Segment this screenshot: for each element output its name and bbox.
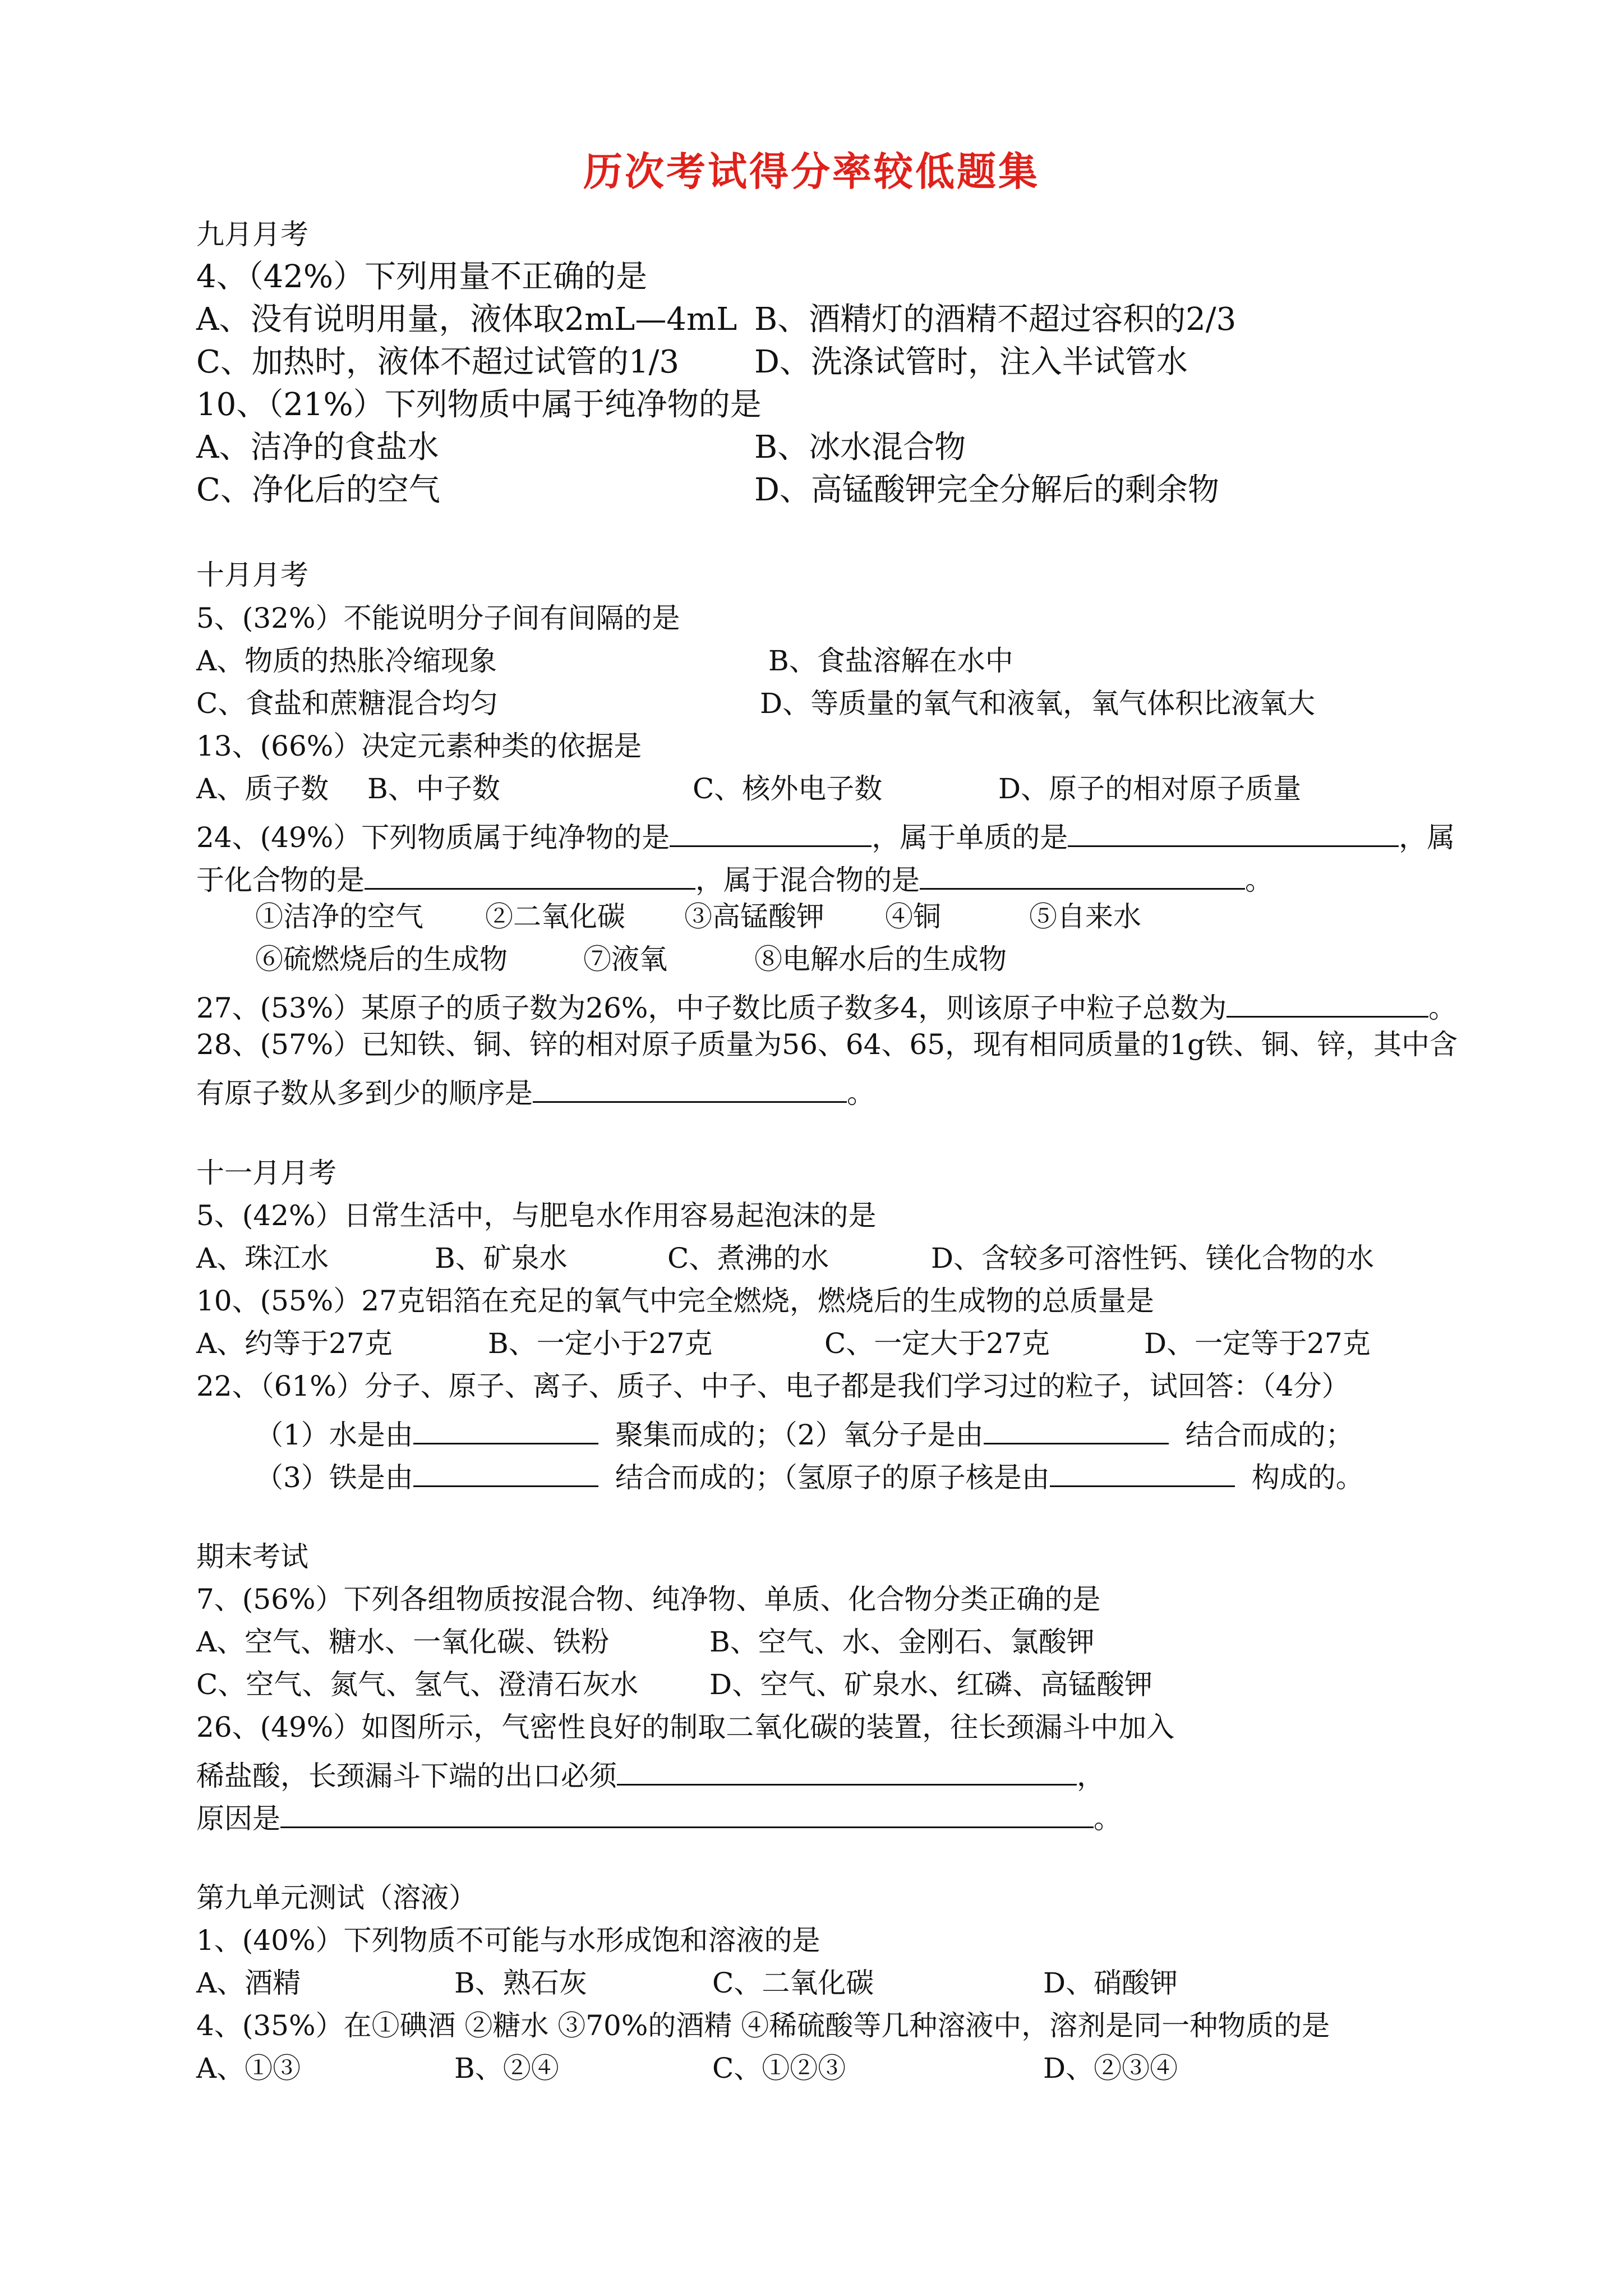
section-header: 十月月考 — [196, 559, 308, 591]
option-d: D、②③④ — [1043, 2052, 1178, 2085]
section-header: 期末考试 — [196, 1540, 308, 1573]
option-a: A、约等于27克 — [196, 1327, 393, 1360]
answer-blank[interactable] — [617, 1756, 1077, 1786]
choice-item: ⑤自来水 — [1029, 900, 1141, 933]
question-text: 结合而成的； — [1185, 1419, 1354, 1451]
option-b: B、空气、水、金刚石、氯酸钾 — [709, 1626, 1095, 1658]
choice-item: ⑧电解水后的生成物 — [754, 943, 1007, 976]
question-text: （3）铁是由 — [255, 1461, 413, 1494]
option-b: B、中子数 — [367, 772, 500, 805]
answer-blank[interactable] — [280, 1798, 1094, 1828]
section-header: 十一月月考 — [196, 1157, 336, 1189]
option-d: D、硝酸钾 — [1043, 1967, 1178, 1999]
option-c: C、食盐和蔗糖混合均匀 — [196, 687, 499, 720]
option-b: B、②④ — [454, 2052, 559, 2085]
question-text: （1）水是由 — [255, 1419, 413, 1451]
question-text: ，属于混合物的是 — [695, 864, 920, 896]
fill-blank-question — [255, 1457, 1364, 1492]
choice-item: ④铜 — [885, 900, 941, 933]
fill-blank-question — [196, 860, 1273, 894]
option-b: B、熟石灰 — [454, 1967, 587, 1999]
option-d: D、高锰酸钾完全分解后的剩余物 — [754, 472, 1219, 508]
question-text: 27、(53%）某原子的质子数为26%，中子数比质子数多4，则该原子中粒子总数为 — [196, 992, 1227, 1024]
fill-blank-question — [196, 1756, 1105, 1790]
choice-item: ⑥硫燃烧后的生成物 — [255, 943, 508, 976]
fill-blank-question — [255, 1415, 1354, 1449]
option-b: B、食盐溶解在水中 — [768, 645, 1013, 677]
answer-blank[interactable] — [1068, 817, 1399, 847]
option-d: D、一定等于27克 — [1144, 1327, 1371, 1360]
answer-blank[interactable] — [984, 1415, 1169, 1444]
question-text: 构成的。 — [1251, 1461, 1364, 1494]
question-text: 结合而成的；（氢原子的原子核是由 — [615, 1461, 1050, 1494]
option-d: D、含较多可溶性钙、镁化合物的水 — [931, 1242, 1375, 1274]
question: 1、(40%）下列物质不可能与水形成饱和溶液的是 — [196, 1924, 820, 1957]
question-text: 有原子数从多到少的顺序是 — [196, 1077, 533, 1110]
option-a: A、珠江水 — [196, 1242, 329, 1274]
option-c: C、二氧化碳 — [712, 1967, 874, 1999]
option-d: D、原子的相对原子质量 — [998, 772, 1302, 805]
option-a: A、洁净的食盐水 — [196, 429, 439, 466]
answer-blank[interactable] — [1050, 1457, 1235, 1487]
option-d: D、等质量的氧气和液氧，氧气体积比液氧大 — [760, 687, 1316, 720]
question-text: 于化合物的是 — [196, 864, 365, 896]
option-c: C、核外电子数 — [693, 772, 883, 805]
choice-item: ①洁净的空气 — [255, 900, 423, 933]
question: 22、（61%）分子、原子、离子、质子、中子、电子都是我们学习过的粒子，试回答：（4分） — [196, 1370, 1350, 1402]
question: 5、(42%）日常生活中，与肥皂水作用容易起泡沫的是 — [196, 1199, 877, 1232]
answer-blank[interactable] — [1227, 988, 1428, 1018]
option-d: D、空气、矿泉水、红磷、高锰酸钾 — [709, 1668, 1153, 1701]
option-a: A、质子数 — [196, 772, 329, 805]
page-title: 历次考试得分率较低题集 — [583, 148, 1040, 195]
question-text: ，属 — [1399, 821, 1455, 854]
question: 7、(56%）下列各组物质按混合物、纯净物、单质、化合物分类正确的是 — [196, 1583, 1101, 1616]
question-text: 原因是 — [196, 1802, 280, 1835]
question: 26、(49%）如图所示，气密性良好的制取二氧化碳的装置，往长颈漏斗中加入 — [196, 1711, 1175, 1743]
fill-blank-question — [196, 988, 1456, 1022]
question-text: 24、(49%）下列物质属于纯净物的是 — [196, 821, 670, 854]
question-text: 聚集而成的；（2）氧分子是由 — [615, 1419, 984, 1451]
option-a: A、没有说明用量，液体取2mL—4mL — [196, 301, 737, 338]
answer-blank[interactable] — [365, 860, 695, 890]
question: 5、(32%）不能说明分子间有间隔的是 — [196, 602, 680, 634]
option-b: B、冰水混合物 — [754, 429, 966, 466]
option-b: B、一定小于27克 — [488, 1327, 713, 1360]
question-text: 。 — [1245, 864, 1273, 896]
answer-blank[interactable] — [413, 1415, 598, 1444]
question-text: ， — [1077, 1760, 1105, 1792]
option-a: A、空气、糖水、一氧化碳、铁粉 — [196, 1626, 610, 1658]
question-text: 。 — [847, 1077, 875, 1110]
fill-blank-question — [196, 817, 1455, 852]
option-c: C、①②③ — [712, 2052, 846, 2085]
answer-blank[interactable] — [533, 1073, 847, 1103]
section-header: 第九单元测试（溶液） — [196, 1881, 477, 1914]
question: 10、(55%）27克铝箔在充足的氧气中完全燃烧，燃烧后的生成物的总质量是 — [196, 1285, 1154, 1317]
question-text: 。 — [1094, 1802, 1122, 1835]
option-c: C、一定大于27克 — [824, 1327, 1050, 1360]
option-c: C、空气、氮气、氢气、澄清石灰水 — [196, 1668, 639, 1701]
choice-item: ②二氧化碳 — [485, 900, 625, 933]
answer-blank[interactable] — [920, 860, 1245, 890]
option-d: D、洗涤试管时，注入半试管水 — [754, 344, 1188, 380]
choice-item: ③高锰酸钾 — [684, 900, 824, 933]
option-a: A、酒精 — [196, 1967, 301, 1999]
option-b: B、酒精灯的酒精不超过容积的2/3 — [754, 301, 1237, 338]
question: 4、(35%）在①碘酒 ②糖水 ③70%的酒精 ④稀硫酸等几种溶液中，溶剂是同一种物质的是 — [196, 2009, 1330, 2042]
answer-blank[interactable] — [670, 817, 872, 847]
question-text: 。 — [1428, 992, 1457, 1024]
option-a: A、①③ — [196, 2052, 301, 2085]
fill-blank-question — [196, 1073, 875, 1110]
question: 28、(57%）已知铁、铜、锌的相对原子质量为56、64、65，现有相同质量的1g铁、铜、锌，其中含 — [196, 1028, 1458, 1061]
question: 13、(66%）决定元素种类的依据是 — [196, 730, 642, 762]
question: 4、（42%）下列用量不正确的是 — [196, 259, 648, 295]
option-c: C、煮沸的水 — [667, 1242, 829, 1274]
section-header: 九月月考 — [196, 218, 308, 251]
option-a: A、物质的热胀冷缩现象 — [196, 645, 497, 677]
answer-blank[interactable] — [413, 1457, 598, 1487]
question-text: 稀盐酸，长颈漏斗下端的出口必须 — [196, 1760, 617, 1792]
option-b: B、矿泉水 — [435, 1242, 568, 1274]
option-c: C、净化后的空气 — [196, 472, 440, 508]
option-c: C、加热时，液体不超过试管的1/3 — [196, 344, 679, 380]
question: 10、（21%）下列物质中属于纯净物的是 — [196, 386, 762, 423]
fill-blank-question — [196, 1798, 1122, 1833]
question-text: ，属于单质的是 — [872, 821, 1068, 854]
choice-item: ⑦液氧 — [583, 943, 667, 976]
